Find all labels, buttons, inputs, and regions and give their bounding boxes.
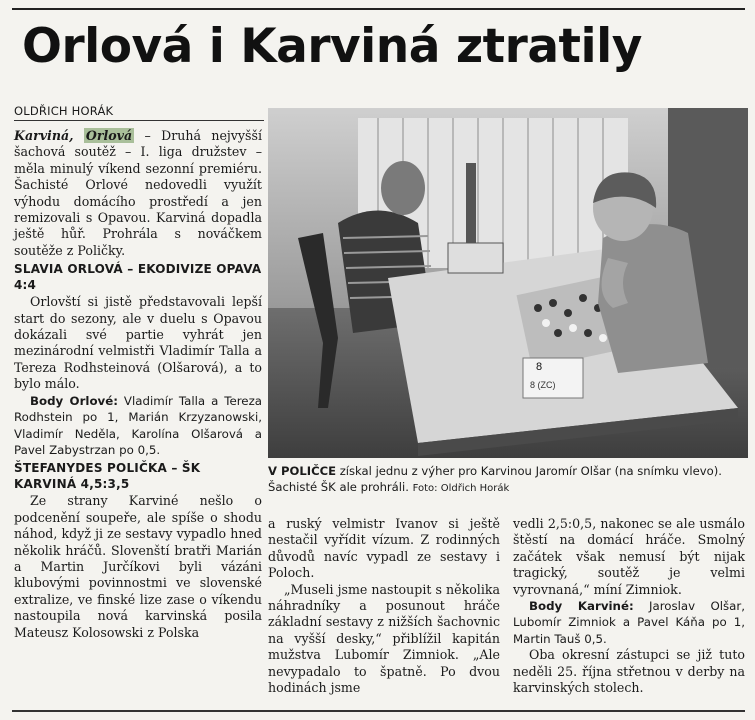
match1-heading: SLAVIA ORLOVÁ – EKODIVIZE OPAVA 4:4 [14,262,262,293]
dateline-city-orlova: Orlová [85,128,133,143]
intro-text: – Druhá nejvyšší šachová soutěž – I. liga družstev – měla minulý víkend sezonní premiéru. Šachisté Orlové nedovedli využít výhodu domácího prostředí a jen remizovali s Opavou. Karviná dopadla ještě hůř. Prohrála s nováčkem soutěže z Poličky. [14,128,262,258]
match1-text: Orlovští si jistě představovali lepší start do sezony, ale v duelu s Opavou dokázali své partie vyhrát jen mezinárodní velmistři Vladimír Talla a Tereza Rodhsteinová (Olšarová), a to bylo málo. [14,294,262,392]
top-rule [12,8,745,10]
karvina-points-text: Jaroslav Olšar, Lubomír Zimniok a Pavel Káňa po 1, Martin Tauš 0,5. [513,599,745,646]
intro-paragraph [14,128,262,259]
col1-tail: Ze strany Karviné nešlo o podcenění soupeře, ale spíše o shodu náhod, když ji ze sestavy vypadlo hned několik hráčů. Slovenští bratři Marián a Martin Jurčíkovi byli vázáni klubovými povinnostmi ve slovenské extralize, ve finské lize zase o víkendu nastoupila nová karvinská posila Mateusz Kolosowski z Polska [14,493,262,640]
col3-paragraph-3: Oba okresní zástupci se již tuto neděli 25. října střetnou v derby na karvinských stolech. [513,647,745,696]
col2-paragraph-1: a ruský velmistr Ivanov si ještě nestačil vyřídit vízum. Z rodinných důvodů navíc vypadl ze sestavy i Poloch. [268,516,500,581]
column-1 [14,128,262,641]
column-2 [268,516,500,696]
bottom-rule [12,710,745,712]
player-left-head [381,161,425,215]
dateline-city-karvina: Karviná, [14,128,74,143]
column-3 [513,516,745,696]
match2-heading: ŠTEFANYDES POLIČKA – ŠK KARVINÁ 4,5:3,5 [14,461,201,492]
orlova-points [14,393,262,459]
caption-credit: Foto: Oldřich Horák [412,483,510,494]
caption-text: získal jednu z výher pro Karvinou Jaromír Olšar (na snímku vlevo). Šachisté ŠK ale prohráli. [268,464,722,494]
orlova-points-text: Vladimír Talla a Tereza Rodhstein po 1, Marián Krzyzanowski, Vladimír Neděla, Karolína Olšarová a Pavel Zabystrzan po 0,5. [14,393,262,457]
karvina-points [513,598,745,647]
scoresheet-text: 8 (ZC) [530,380,556,390]
photo-caption [268,463,748,497]
orlova-points-label: Body Orlové: [30,393,118,408]
byline: OLDŘICH HORÁK [14,104,114,118]
bottle [466,163,476,243]
karvina-points-label: Body Karviné: [529,599,634,614]
scoresheet [523,358,583,398]
chess-photo [268,108,748,458]
headline: Orlová i Karviná ztratily [22,19,642,74]
clock [448,243,503,273]
col3-paragraph-1: vedli 2,5:0,5, nakonec se ale usmálo štěstí na domácí hráče. Smolný začátek však nemusí být nijak tragický, soutěž je velmi vyrovnaná,“ míní Zimniok. [513,516,745,597]
col2-paragraph-2: „Museli jsme nastoupit s několika náhradníky a posunout hráče základní sestavy z nižších šachovnic na vyšší desky,“ přiblížil kapitán mužstva Lubomír Zimniok. „Ale nevypadalo to špatně. Po dvou hodinách jsme [268,581,500,696]
caption-lead: V POLIČCE [268,464,337,478]
byline-rule [14,120,264,121]
board-marker: 8 [536,361,543,373]
